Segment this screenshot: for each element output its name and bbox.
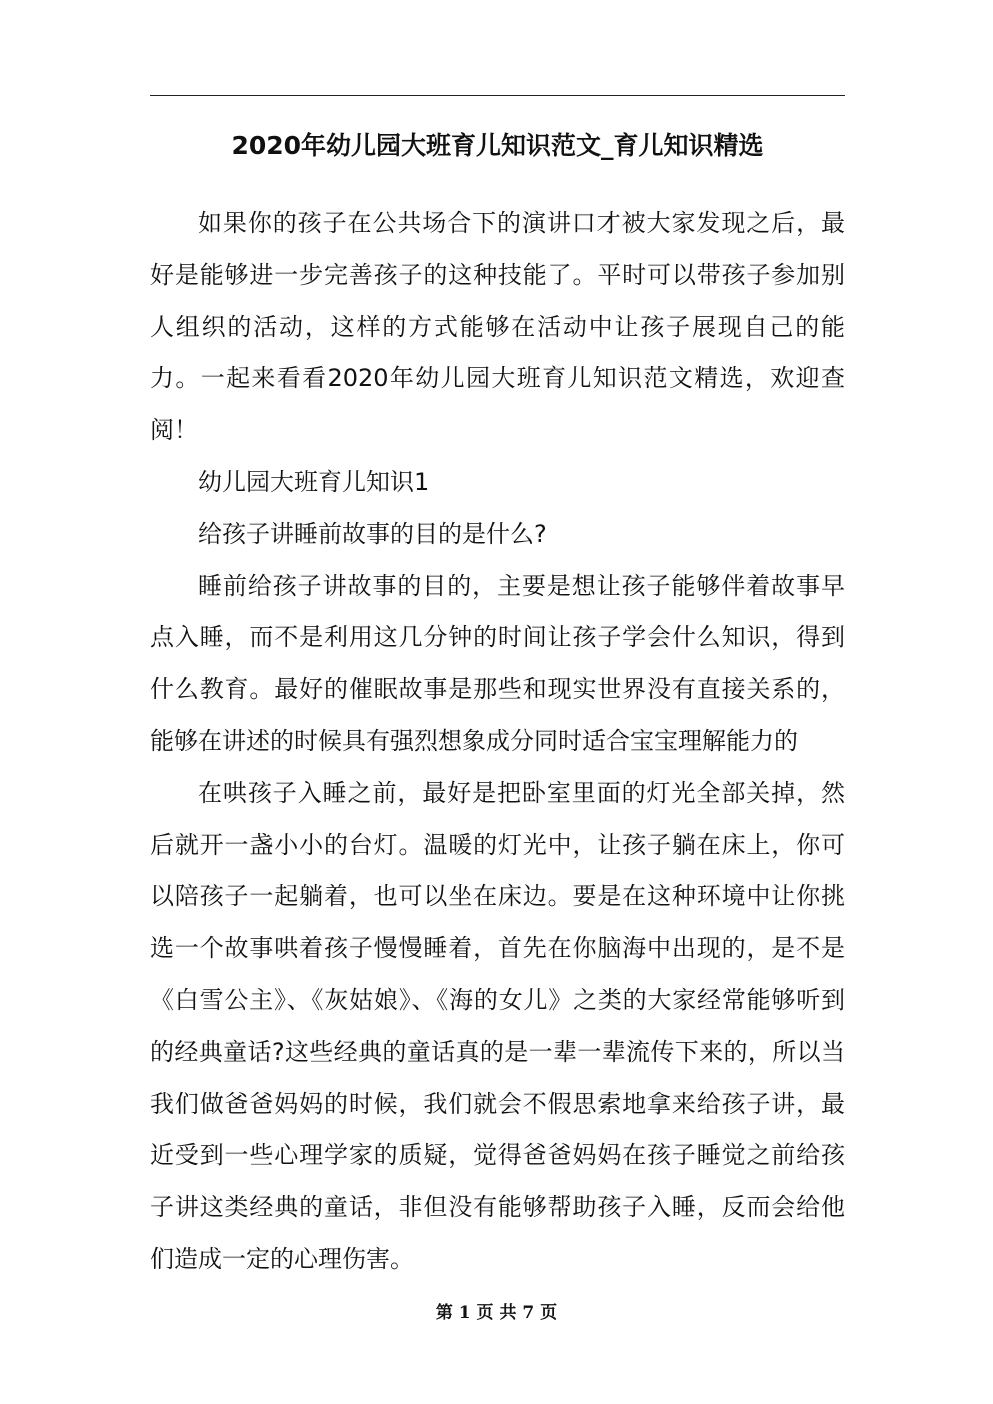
document-body (150, 198, 845, 1286)
document-title: 2020年幼儿园大班育儿知识范文_育儿知识精选 (231, 131, 764, 160)
question-heading: 给孩子讲睡前故事的目的是什么? (198, 519, 547, 548)
paragraph-intro: 如果你的孩子在公共场合下的演讲口才被大家发现之后，最好是能够进一步完善孩子的这种技能了。平时可以带孩子参加别人组织的活动，这样的方式能够在活动中让孩子展现自己的能力。一起来看看2020年幼儿园大班育儿知识范文精选，欢迎查阅！ (150, 209, 845, 445)
section-heading: 幼儿园大班育儿知识1 (198, 467, 430, 496)
paragraph-bedtime: 在哄孩子入睡之前，最好是把卧室里面的灯光全部关掉，然后就开一盏小小的台灯。温暖的灯光中，让孩子躺在床上，你可以陪孩子一起躺着，也可以坐在床边。要是在这种环境中让你挑选一个故事哄着孩子慢慢睡着，首先在你脑海中出现的，是不是《白雪公主》、《灰姑娘》、《海的女儿》之类的大家经常能够听到的经典童话?这些经典的童话真的是一辈一辈流传下来的，所以当我们做爸爸妈妈的时候，我们就会不假思索地拿来给孩子讲，最近受到一些心理学家的质疑，觉得爸爸妈妈在孩子睡觉之前给孩子讲这类经典的童话，非但没有能够帮助孩子入睡，反而会给他们造成一定的心理伤害。 (150, 778, 845, 1273)
paragraph-purpose: 睡前给孩子讲故事的目的，主要是想让孩子能够伴着故事早点入睡，而不是利用这几分钟的时间让孩子学会什么知识，得到什么教育。最好的催眠故事是那些和现实世界没有直接关系的，能够在讲述的时候具有强烈想象成分同时适合宝宝理解能力的 (150, 571, 845, 755)
header-rule (150, 95, 845, 96)
page-number: 第 1 页 共 7 页 (435, 1303, 558, 1323)
